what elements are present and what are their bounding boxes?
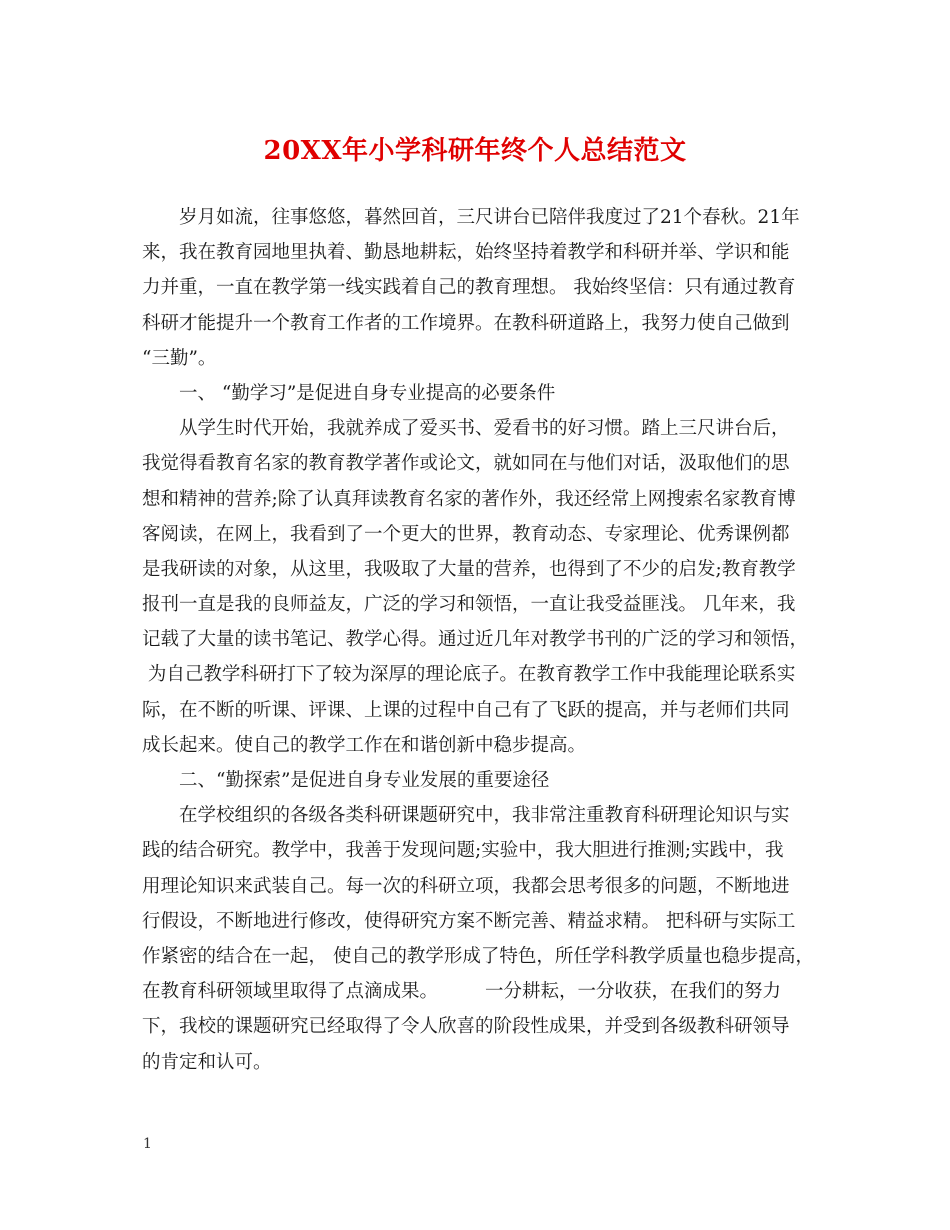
body-line: “三勤”。: [142, 347, 217, 369]
body-line: 是我研读的对象，从这里，我吸取了大量的营养，也得到了不少的启发;教育教学: [142, 558, 796, 580]
body-line: 客阅读，在网上，我看到了一个更大的世界，教育动态、专家理论、优秀课例都: [142, 523, 790, 545]
body-line: 作紧密的结合在一起， 使自己的教学形成了特色，所任学科教学质量也稳步提高，: [142, 945, 814, 967]
body-line: 践的结合研究。教学中，我善于发现问题;实验中，我大胆进行推测;实践中，我: [142, 840, 784, 862]
body-line: 想和精神的营养;除了认真拜读教育名家的著作外，我还经常上网搜索名家教育博: [142, 488, 796, 510]
body-line: 成长起来。使自己的教学工作在和谐创新中稳步提高。: [142, 734, 587, 756]
section-heading: 一、 “勤学习”是促进自身专业提高的必要条件: [179, 382, 556, 404]
body-line: 我觉得看教育名家的教育教学著作或论文，就如同在与他们对话，汲取他们的思: [142, 453, 790, 475]
body-line: 岁月如流，往事悠悠，暮然回首，三尺讲台已陪伴我度过了21个春秋。21年: [179, 207, 800, 228]
body-line: 下，我校的课题研究已经取得了令人欣喜的阶段性成果，并受到各级教科研领导: [142, 1016, 790, 1038]
body-line: 从学生时代开始，我就养成了爱买书、爱看书的好习惯。踏上三尺讲台后，: [179, 418, 790, 440]
body-line: 在学校组织的各级各类科研课题研究中，我非常注重教育科研理论知识与实: [179, 805, 790, 827]
body-line: 记载了大量的读书笔记、教学心得。通过近几年对教学书刊的广泛的学习和领悟，: [142, 629, 809, 651]
body-line: 报刊一直是我的良师益友，广泛的学习和领悟，一直让我受益匪浅。 几年来，我: [142, 594, 796, 616]
page-number: 1: [143, 1136, 152, 1152]
section-heading: 二、“勤探索”是促进自身专业发展的重要途径: [179, 770, 550, 791]
document-title: 20XX年小学科研年终个人总结范文: [263, 136, 687, 166]
body-line: 为自己教学科研打下了较为深厚的理论底子。在教育教学工作中我能理论联系实: [142, 664, 796, 686]
body-line: 用理论知识来武装自己。每一次的科研立项，我都会思考很多的问题，不断地进: [142, 875, 790, 897]
body-line: 际，在不断的听课、评课、上课的过程中自己有了飞跃的提高，并与老师们共同: [142, 699, 790, 721]
document-body: [142, 200, 822, 1080]
body-line: 行假设，不断地进行修改，使得研究方案不断完善、精益求精。 把科研与实际工: [142, 910, 796, 932]
body-line: 力并重，一直在教学第一线实践着自己的教育理想。 我始终坚信：只有通过教育: [142, 277, 796, 299]
body-line: 来，我在教育园地里执着、勤恳地耕耘，始终坚持着教学和科研并举、学识和能: [142, 242, 790, 264]
body-line: 科研才能提升一个教育工作者的工作境界。在教科研道路上，我努力使自己做到: [142, 312, 790, 334]
body-line: 的肯定和认可。: [142, 1051, 272, 1073]
body-line: 在教育科研领域里取得了点滴成果。 一分耕耘，一分收获，在我们的努力: [142, 981, 782, 1003]
